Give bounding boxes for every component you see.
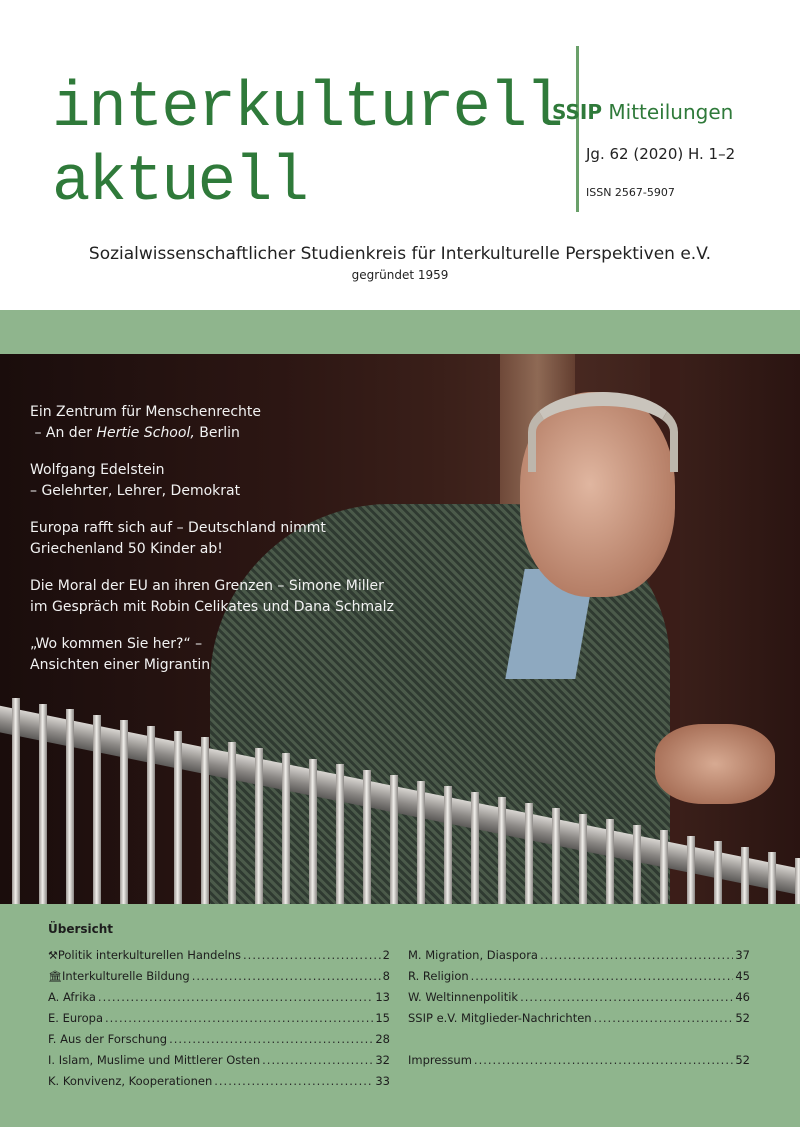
toc-row[interactable] [48, 969, 390, 990]
toc-row[interactable] [48, 990, 390, 1011]
toc-row[interactable] [48, 948, 390, 969]
railing-post [579, 814, 587, 904]
headline-line [30, 423, 430, 444]
headline-line: Griechenland 50 Kinder ab! [30, 541, 223, 557]
toc-leader [169, 1032, 373, 1046]
toc-page: 8 [382, 969, 390, 983]
title-line-1: interkulturell [52, 73, 562, 145]
toc-left-column [48, 948, 390, 1095]
founded-note: gegründet 1959 [351, 268, 449, 282]
headline-line: – Gelehrter, Lehrer, Demokrat [30, 483, 241, 499]
toc-row[interactable] [408, 948, 750, 969]
headline-line: im Gespräch mit Robin Celikates und Dana Schmalz [30, 599, 394, 615]
toc-label: M. Migration, Diaspora [408, 948, 538, 962]
railing-post [228, 742, 236, 904]
toc-right-column [408, 948, 750, 1074]
hammer-pick-icon: ⚒ [48, 949, 58, 962]
toc-label: E. Europa [48, 1011, 103, 1025]
toc-row[interactable] [48, 1032, 390, 1053]
toc-label: Impressum [408, 1053, 472, 1067]
toc-row[interactable] [48, 1011, 390, 1032]
railing-post [498, 797, 506, 904]
toc-page: 37 [735, 948, 750, 962]
cover-headlines [30, 402, 430, 692]
railing-post [795, 858, 800, 904]
headline-item[interactable] [30, 576, 430, 618]
photo-hair [528, 392, 678, 472]
railing-post [714, 841, 722, 904]
toc-page: 33 [375, 1074, 390, 1088]
toc-page: 46 [735, 990, 750, 1004]
organization-name: Sozialwissenschaftlicher Studienkreis für Interkulturelle Perspektiven e.V. [88, 244, 712, 264]
photo-hands [655, 724, 775, 804]
toc-leader [594, 1011, 734, 1025]
railing-post [39, 704, 47, 904]
museum-icon: 🏛 [48, 970, 62, 983]
toc-leader [98, 990, 373, 1004]
railing-post [12, 698, 20, 904]
magazine-title [52, 72, 562, 220]
toc-label: K. Konvivenz, Kooperationen [48, 1074, 213, 1088]
headline-line: Die Moral der EU an ihren Grenzen – Simone Miller [30, 578, 384, 594]
toc-page: 52 [735, 1011, 750, 1025]
headline-line: Europa rafft sich auf – Deutschland nimmt [30, 520, 326, 536]
toc-page: 52 [735, 1053, 750, 1067]
toc-row[interactable] [408, 1053, 750, 1074]
railing-post [201, 737, 209, 904]
railing-post [255, 748, 263, 904]
series-name-rest: Mitteilungen [608, 100, 734, 124]
railing-post [660, 830, 668, 904]
header-divider [576, 46, 579, 212]
railing-post [147, 726, 155, 904]
overview-title: Übersicht [48, 922, 114, 936]
headline-line: „Wo kommen Sie her?“ – [30, 636, 203, 652]
toc-row[interactable] [408, 969, 750, 990]
toc-leader [540, 948, 733, 962]
toc-row[interactable] [48, 1074, 390, 1095]
toc-label: A. Afrika [48, 990, 96, 1004]
railing-post [471, 792, 479, 904]
railing-post [552, 808, 560, 904]
headline-italic: Hertie School, [96, 425, 195, 441]
railing-post [417, 781, 425, 904]
railing-post [336, 764, 344, 904]
railing-post [309, 759, 317, 904]
toc-leader [471, 969, 734, 983]
series-name [552, 100, 733, 124]
headline-line: Ansichten einer Migrantin [30, 657, 211, 673]
railing-post [120, 720, 128, 904]
railing-post [687, 836, 695, 904]
headline-line: Wolfgang Edelstein [30, 462, 165, 478]
toc-page: 28 [375, 1032, 390, 1046]
railing-post [66, 709, 74, 904]
issue-volume: Jg. 62 (2020) H. 1–2 [586, 145, 736, 163]
overview-panel [0, 904, 800, 1127]
toc-row[interactable] [408, 1011, 750, 1032]
toc-leader [520, 990, 733, 1004]
railing-post [606, 819, 614, 904]
toc-label: I. Islam, Muslime und Mittlerer Osten [48, 1053, 261, 1067]
headline-line: Ein Zentrum für Menschenrechte [30, 404, 261, 420]
railing-post [282, 753, 290, 904]
toc-page: 32 [375, 1053, 390, 1067]
headline-item[interactable] [30, 518, 430, 560]
toc-page: 45 [735, 969, 750, 983]
toc-page: 13 [375, 990, 390, 1004]
headline-item[interactable] [30, 634, 430, 676]
toc-leader [474, 1053, 733, 1067]
railing-post [93, 715, 101, 904]
toc-leader [192, 969, 381, 983]
railing-post [633, 825, 641, 904]
series-name-bold: SSIP [552, 100, 603, 124]
toc-label: Interkulturelle Bildung [61, 969, 190, 983]
toc-page: 15 [375, 1011, 390, 1025]
toc-page: 2 [382, 948, 390, 962]
toc-leader [105, 1011, 373, 1025]
toc-label: R. Religion [408, 969, 469, 983]
headline-text: Berlin [194, 425, 240, 441]
headline-text: – An der [30, 425, 97, 441]
toc-row[interactable] [408, 990, 750, 1011]
toc-leader [214, 1074, 373, 1088]
railing-post [741, 847, 749, 904]
toc-leader [262, 1053, 373, 1067]
toc-spacer [408, 1032, 750, 1053]
headline-item[interactable] [30, 460, 430, 502]
railing-post [444, 786, 452, 904]
railing-post [768, 852, 776, 904]
railing-post [390, 775, 398, 904]
toc-label: SSIP e.V. Mitglieder-Nachrichten [408, 1011, 592, 1025]
railing-post [363, 770, 371, 904]
issn: ISSN 2567-5907 [586, 186, 675, 199]
toc-row[interactable] [48, 1053, 390, 1074]
toc-label: F. Aus der Forschung [48, 1032, 168, 1046]
headline-item[interactable] [30, 402, 430, 444]
toc-leader [243, 948, 381, 962]
railing-post [525, 803, 533, 904]
railing-post [174, 731, 182, 904]
toc-label: Politik interkulturellen Handelns [57, 948, 242, 962]
title-line-2: aktuell [52, 147, 307, 219]
green-band [0, 310, 800, 354]
toc-label: W. Weltinnenpolitik [408, 990, 519, 1004]
